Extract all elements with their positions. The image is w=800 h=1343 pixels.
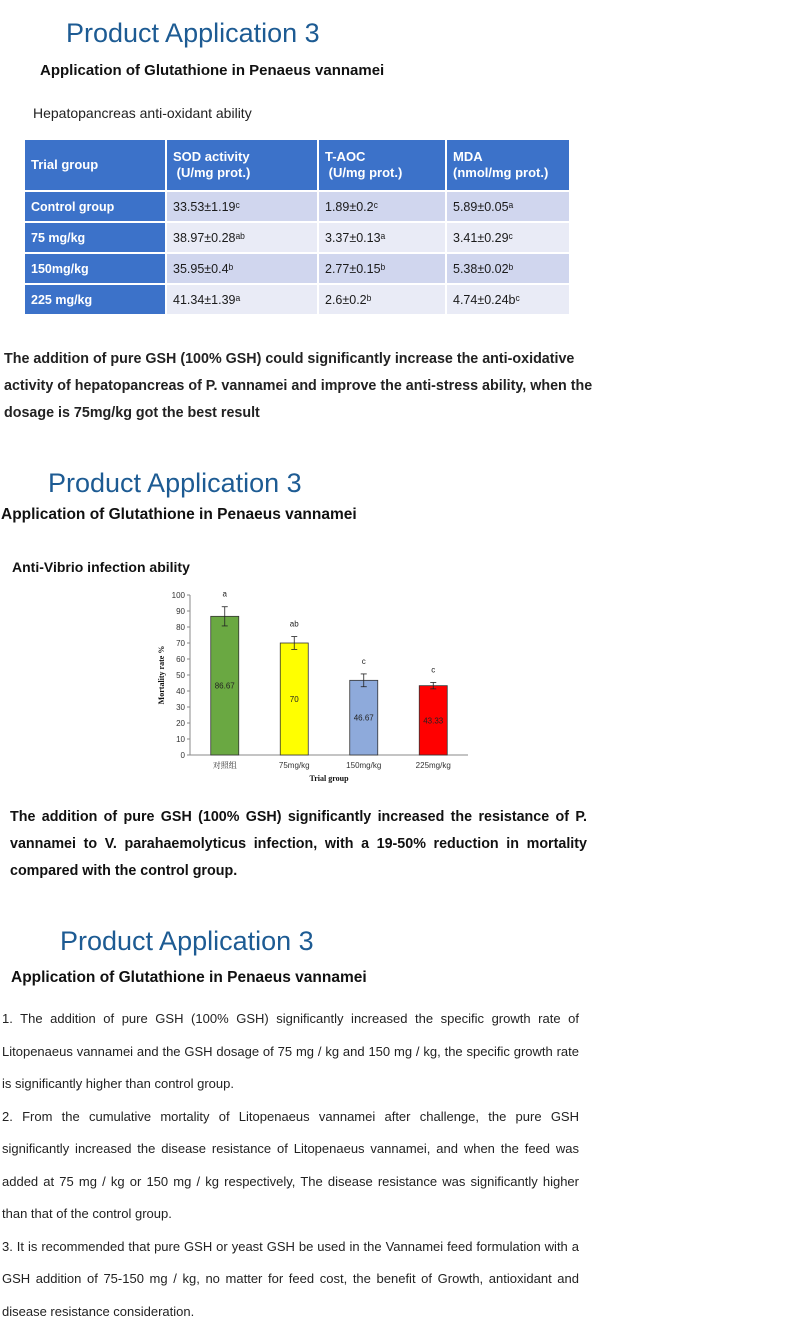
x-axis-title: Trial group [309,774,349,783]
table-row [24,222,570,253]
y-tick-label: 90 [176,607,185,616]
table-row [24,253,570,284]
y-tick-label: 80 [176,623,185,632]
value-label: 43.33 [423,716,444,726]
cell-group: 150mg/kg [24,253,166,284]
header-mda: MDA (nmol/mg prot.) [446,139,570,191]
section3-subtitle: Application of Glutathione in Penaeus vannamei [11,969,367,986]
table-row [24,284,570,315]
paragraph-3: 3. It is recommended that pure GSH or yeast GSH be used in the Vannamei feed formulation with a GSH addition of 75-150 mg / kg, no matter for feed cost, the benefit of Growth, antioxidant and disease resistance consideration. [2,1238,579,1319]
mortality-chart [150,586,480,786]
x-tick-label: 150mg/kg [346,761,382,770]
section3-body [2,1003,579,1328]
paragraph-2: 2. From the cumulative mortality of Litopenaeus vannamei after challenge, the pure GSH significantly increased the disease resistance of Litopenaeus vannamei, and when the feed was added at 75 mg / kg or 150 mg / kg respectively, The disease resistance was significantly higher than that of the control group. [2,1108,579,1221]
table-header-row [24,139,570,191]
cell-taoc: 1.89±0.2ᶜ [318,191,446,222]
cell-taoc: 2.77±0.15ᵇ [318,253,446,284]
y-tick-label: 100 [171,591,185,600]
cell-sod: 35.95±0.4ᵇ [166,253,318,284]
table-caption: Hepatopancreas anti-oxidant ability [33,105,252,121]
header-trial-group: Trial group [24,139,166,191]
cell-mda: 3.41±0.29ᶜ [446,222,570,253]
cell-group: Control group [24,191,166,222]
cell-group: 75 mg/kg [24,222,166,253]
y-tick-label: 30 [176,703,185,712]
cell-mda: 5.38±0.02ᵇ [446,253,570,284]
significance-label: c [431,665,436,675]
section1-conclusion: The addition of pure GSH (100% GSH) could significantly increase the anti-oxidative activity of hepatopancreas of P. vannamei and improve the anti-stress ability, when the dosage is 75mg/kg got the best result [4,351,593,421]
x-axis-labels [213,760,451,770]
section2-title: Product Application 3 [48,468,302,498]
y-tick-label: 40 [176,687,185,696]
significance-label: ab [289,619,299,629]
section1-title: Product Application 3 [66,18,320,48]
header-sod: SOD activity (U/mg prot.) [166,139,318,191]
section1-subtitle: Application of Glutathione in Penaeus vannamei [40,62,385,79]
significance-label: a [222,589,227,599]
section2-subtitle: Application of Glutathione in Penaeus vannamei [1,506,357,523]
y-tick-label: 50 [176,671,185,680]
x-tick-label: 75mg/kg [278,761,310,770]
y-tick-label: 60 [176,655,185,664]
value-label: 86.67 [214,681,235,691]
value-label: 70 [289,695,299,704]
cell-group: 225 mg/kg [24,284,166,315]
x-tick-label: 225mg/kg [415,761,451,770]
table-row [24,191,570,222]
section3-title: Product Application 3 [60,926,314,956]
y-tick-label: 10 [176,735,185,744]
cell-mda: 4.74±0.24bᶜ [446,284,570,315]
y-tick-label: 0 [180,751,185,760]
section2-conclusion: The addition of pure GSH (100% GSH) significantly increased the resistance of P. vannamei to V. parahaemolyticus infection, with a 19-50% reduction in mortality compared with the control group. [10,809,587,879]
paragraph-1: 1. The addition of pure GSH (100% GSH) significantly increased the specific growth rate of Litopenaeus vannamei and the GSH dosage of 75 mg / kg and 150 mg / kg, the specific growth rate is significantly higher than control group. [2,1011,579,1091]
header-taoc: T-AOC (U/mg prot.) [318,139,446,191]
cell-taoc: 2.6±0.2ᵇ [318,284,446,315]
cell-mda: 5.89±0.05ᵃ [446,191,570,222]
y-axis-title: Mortality rate % [157,645,166,705]
value-label: 46.67 [353,713,374,723]
cell-sod: 33.53±1.19ᶜ [166,191,318,222]
antioxidant-table [23,138,571,316]
x-tick-label: 对照组 [212,761,237,770]
cell-sod: 38.97±0.28ᵃᵇ [166,222,318,253]
chart-caption: Anti-Vibrio infection ability [12,559,190,575]
y-tick-label: 70 [176,639,185,648]
cell-taoc: 3.37±0.13ᵃ [318,222,446,253]
y-tick-label: 20 [176,719,185,728]
cell-sod: 41.34±1.39ᵃ [166,284,318,315]
significance-label: c [361,656,366,666]
bars [211,590,448,755]
